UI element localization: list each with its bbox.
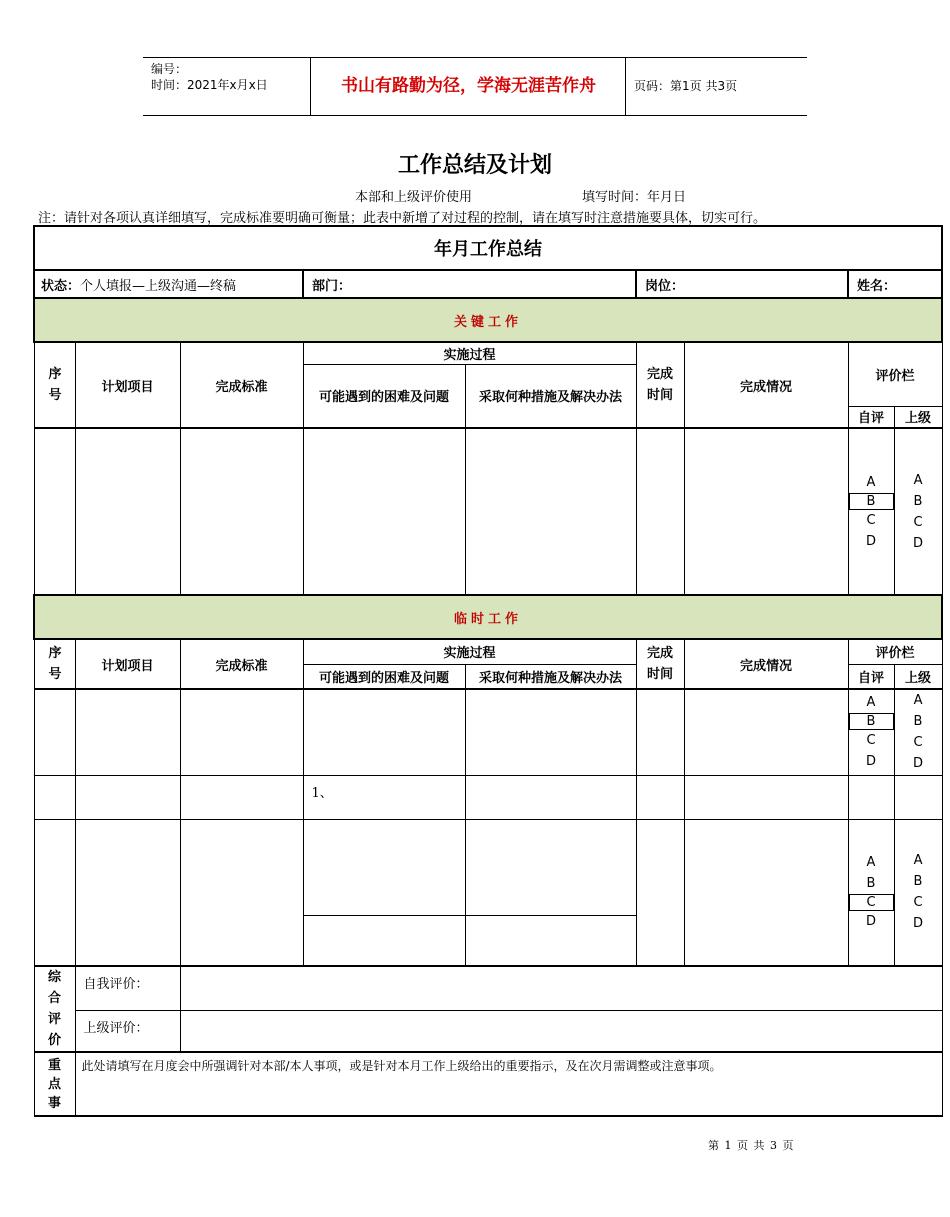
page-footer: 第 1 页 共 3 页	[708, 1139, 795, 1152]
grade-a[interactable]: A	[866, 695, 876, 711]
doc-title: 工作总结及计划	[397, 153, 552, 178]
temp-row3-status[interactable]	[684, 819, 848, 966]
col-status: 完成情况	[684, 342, 848, 428]
number-label: 编号：	[151, 62, 188, 76]
temp-row3-measures-b[interactable]	[465, 915, 636, 966]
temp-row2-no[interactable]	[34, 775, 75, 819]
col-process-2: 实施过程	[303, 639, 636, 664]
temp-row3-time[interactable]	[636, 819, 684, 966]
section-key-work: 关键工作	[34, 298, 942, 342]
status-value: 个人填报—上级沟通—终稿	[80, 278, 237, 294]
col-self-2: 自评	[848, 664, 894, 689]
temp-row2-measures[interactable]	[465, 775, 636, 819]
temp-row3-plan[interactable]	[75, 819, 180, 966]
grade-b[interactable]: B	[913, 874, 923, 890]
name-field[interactable]: 姓名：	[848, 270, 942, 298]
temp1-sup-grades[interactable]	[894, 689, 942, 775]
grade-d[interactable]: D	[865, 754, 876, 770]
temp-row3-difficulty-a[interactable]	[303, 819, 465, 915]
temp-row2-standard[interactable]	[180, 775, 303, 819]
page-label: 页码：第1页 共3页	[634, 79, 738, 93]
col-plan-2: 计划项目	[75, 639, 180, 689]
grade-c[interactable]: C	[913, 735, 923, 751]
col-difficulty: 可能遇到的困难及问题	[303, 364, 465, 428]
grade-a[interactable]: A	[913, 693, 923, 709]
grade-c[interactable]: C	[866, 512, 876, 528]
temp3-self-grades[interactable]	[848, 819, 894, 966]
col-standard-2: 完成标准	[180, 639, 303, 689]
col-self: 自评	[848, 406, 894, 428]
grade-a[interactable]: A	[866, 855, 876, 871]
temp-row2-plan[interactable]	[75, 775, 180, 819]
grade-d[interactable]: D	[865, 914, 876, 930]
key-items-label: 重点事	[34, 1052, 75, 1116]
grade-a[interactable]: A	[913, 472, 923, 488]
col-eval-2: 评价栏	[848, 639, 942, 664]
key-row-difficulty[interactable]	[303, 428, 465, 595]
post-field[interactable]: 岗位：	[636, 270, 848, 298]
note-text: 注：请针对各项认真详细填写，完成标准要明确可衡量；此表中新增了对过程的控制，请在填写时注意措施要具体，切实可行。	[38, 211, 767, 226]
temp-row2-self[interactable]	[848, 775, 894, 819]
col-superior: 上级	[894, 406, 942, 428]
month-title: 年月工作总结	[34, 226, 942, 270]
col-time: 完成时间	[636, 342, 684, 428]
temp-row3-difficulty-b[interactable]	[303, 915, 465, 966]
col-process: 实施过程	[303, 342, 636, 364]
header-box	[143, 57, 807, 116]
temp-row2-status[interactable]	[684, 775, 848, 819]
col-measures: 采取何种措施及解决办法	[465, 364, 636, 428]
temp-row3-standard[interactable]	[180, 819, 303, 966]
col-standard: 完成标准	[180, 342, 303, 428]
temp-row1-time[interactable]	[636, 689, 684, 775]
temp-row3-no[interactable]	[34, 819, 75, 966]
key-items-text[interactable]: 此处请填写在月度会中所强调针对本部/本人事项，或是针对本月工作上级给出的重要指示，及在次月需调整或注意事项。	[75, 1052, 942, 1116]
col-plan: 计划项目	[75, 342, 180, 428]
status-label: 状态：	[41, 278, 81, 294]
grade-d[interactable]: D	[913, 916, 924, 932]
self-eval-text: 自我评价：	[83, 977, 149, 992]
key-row-standard[interactable]	[180, 428, 303, 595]
sup-eval-label	[75, 1011, 180, 1052]
grade-b[interactable]: B	[913, 714, 923, 730]
sup-eval-input[interactable]	[180, 1011, 942, 1052]
col-measures-2: 采取何种措施及解决办法	[465, 664, 636, 689]
grade-c[interactable]: C	[913, 514, 923, 530]
col-no-2: 序号	[34, 639, 75, 689]
grade-b[interactable]: B	[866, 876, 876, 892]
key-row-no[interactable]	[34, 428, 75, 595]
fill-time: 填写时间：年月日	[582, 190, 687, 205]
col-superior-2: 上级	[894, 664, 942, 689]
temp-row1-standard[interactable]	[180, 689, 303, 775]
grade-b-selected[interactable]: B	[849, 713, 894, 730]
grade-b-selected[interactable]: B	[849, 493, 894, 510]
key-sup-grades[interactable]	[894, 428, 942, 595]
key-row-time[interactable]	[636, 428, 684, 595]
temp-row1-no[interactable]	[34, 689, 75, 775]
temp-row2-sup[interactable]	[894, 775, 942, 819]
status-cell	[34, 270, 303, 298]
sup-eval-text: 上级评价：	[83, 1021, 149, 1037]
col-difficulty-2: 可能遇到的困难及问题	[303, 664, 465, 689]
grade-c-selected[interactable]: C	[849, 894, 894, 911]
grade-b[interactable]: B	[913, 493, 923, 509]
time-label: 时间：2021年x月x日	[151, 78, 268, 92]
key-self-grades[interactable]	[848, 428, 894, 595]
key-row-plan[interactable]	[75, 428, 180, 595]
grade-c[interactable]: C	[866, 733, 876, 749]
grade-d[interactable]: D	[913, 535, 924, 551]
usage-text: 本部和上级评价使用	[355, 190, 473, 205]
dept-field[interactable]: 部门：	[303, 270, 636, 298]
temp-row1-plan[interactable]	[75, 689, 180, 775]
col-no: 序号	[34, 342, 75, 428]
col-status-2: 完成情况	[684, 639, 848, 689]
temp-row2-difficulty[interactable]: 1、	[303, 775, 465, 819]
key-row-status[interactable]	[684, 428, 848, 595]
grade-a[interactable]: A	[913, 853, 923, 869]
temp-row1-measures[interactable]	[465, 689, 636, 775]
grade-d[interactable]: D	[865, 533, 876, 549]
summary-table	[33, 225, 943, 1117]
col-time-2: 完成时间	[636, 639, 684, 689]
self-eval-label	[75, 966, 180, 1011]
overall-label: 综合评价	[34, 966, 75, 1052]
grade-c[interactable]: C	[913, 895, 923, 911]
temp-row3-measures-a[interactable]	[465, 819, 636, 915]
grade-a[interactable]: A	[866, 474, 876, 490]
col-eval: 评价栏	[848, 342, 942, 406]
temp-row2-time[interactable]	[636, 775, 684, 819]
temp-row1-difficulty[interactable]	[303, 689, 465, 775]
motto: 书山有路勤为径，学海无涯苦作舟	[312, 58, 626, 115]
temp1-self-grades[interactable]	[848, 689, 894, 775]
temp-row1-status[interactable]	[684, 689, 848, 775]
header-meta	[143, 58, 311, 115]
section-temp-work: 临时工作	[34, 595, 942, 639]
grade-d[interactable]: D	[913, 756, 924, 772]
key-row-measures[interactable]	[465, 428, 636, 595]
temp3-sup-grades[interactable]	[894, 819, 942, 966]
self-eval-input[interactable]	[180, 966, 942, 1011]
